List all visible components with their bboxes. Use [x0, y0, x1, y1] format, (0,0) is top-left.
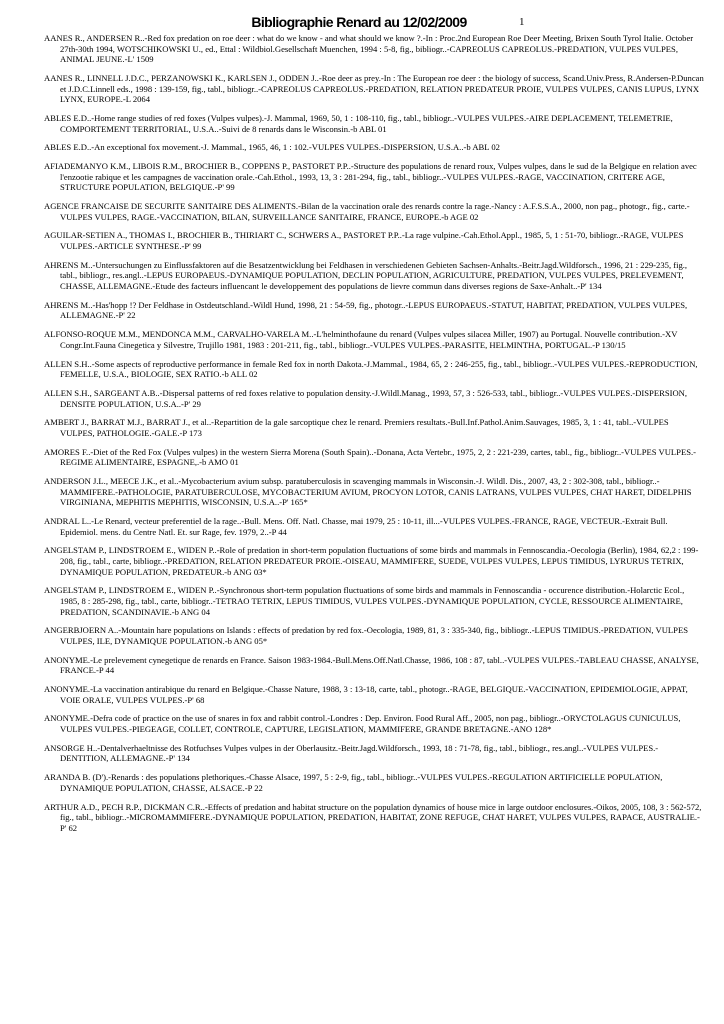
bibliography-entry: ANONYME.-Defra code of practice on the use of snares in fox and rabbit control.-Londres : Dep. Environ. Food Rural Aff., 2005, non pag., bibliogr..-ORYCTOLAGUS CUNICULUS, VULPES VULPES.-PIEGEAGE, COLLET, CONTROLE, CAPTURE, LEGISLATION, MAMMIFERE, GRANDE BRETAGNE.-ANO 128*: [44, 713, 681, 735]
bibliography-entry: ANDERSON J.L., MEECE J.K., et al..-Mycobacterium avium subsp. paratuberculosis in scavenging mammals in Wisconsin.-J. Wildl. Dis., 2007, 43, 2 : 302-308, tabl., bibliogr..-MAMMIFERE.-PATHOLOGIE, PARATUBERCULOSE, MYCOBACTERIUM AVIUM, PROCYON LOTOR, CANIS LATRANS, VULPES VULPES, CHAT HARET, DIDELPHIS VIRGINIANA, MEPHITIS MEPHITIS, WISCONSIN, U.S.A..-P' 165*: [44, 476, 692, 508]
bibliography-entry: AANES R., ANDERSEN R..-Red fox predation on roe deer : what do we know - and what should we know ?.-In : Proc.2nd European Roe Deer Meeting, Brixen South Tyrol Italie. October 27th-30th 1994, WOTSCHIKOWSKI U., ed., Ettal : Wildbiol.Gesellschaft Muenchen, 1994 : 5-8, fig., bibliogr..-CAPREOLUS CAPREOLUS.-PREDATION, VULPES VULPES, ANIMAL JEUNE.-L' 1509: [44, 33, 694, 65]
page-header: [44, 14, 704, 33]
bibliography-entry: ARANDA B. (D').-Renards : des populations plethoriques.-Chasse Alsace, 1997, 5 : 2-9, fig., tabl., bibliogr..-VULPES VULPES.-REGULATION ARTIFICIELLE POPULATION, DYNAMIQUE POPULATION, CHASSE, ALSACE.-P 22: [44, 772, 663, 793]
bibliography-entry: ANSORGE H..-Dentalverhaeltnisse des Rotfuchses Vulpes vulpes in der Oberlausitz.-Beitr.Jagd.Wildforsch., 1993, 18 : 71-78, fig., tabl., bibliogr., res.angl..-VULPES VULPES.-DENTITION, ALLEMAGNE.-P' 134: [44, 742, 659, 764]
bibliography-entry: AGUILAR-SETIEN A., THOMAS I., BROCHIER B., THIRIART C., SCHWERS A., PASTORET P.P..-La rage vulpine.-Cah.Ethol.Appl., 1985, 5, 1 : 51-70, bibliogr..-RAGE, VULPES VULPES.-ARTICLE SYNTHESE.-P' 99: [44, 230, 684, 252]
bibliography-entry: ANGERBJOERN A..-Mountain hare populations on Islands : effects of predation by red fox.-Oecologia, 1989, 81, 3 : 335-340, fig., bibliogr..-LEPUS TIMIDUS.-PREDATION, VULPES VULPES, ILE, DYNAMIQUE POPULATION.-b ANG 05*: [44, 625, 688, 646]
bibliography-entry: ANGELSTAM P., LINDSTROEM E., WIDEN P..-Role of predation in short-term population fluctuations of some birds and mammals in Fennoscandia.-Oecologia (Berlin), 1984, 62,2 : 199-208, fig., tabl., carte, bibliogr..-PREDATION, RELATION PREDATEUR PROIE.-OISEAU, MAMMIFERE, SUEDE, VULPES VULPES, LEPUS TIMIDUS, LYRURUS TETRIX, DYNAMIQUE POPULATION, PREDATEUR.-b ANG 03*: [44, 545, 699, 577]
bibliography-entry: AMBERT J., BARRAT M.J., BARRAT J., et al..-Repartition de la gale sarcoptique chez le renard. Premiers resultats.-Bull.Inf.Pathol.Anim.Sauvages, 1985, 3, 1 : 41, tabl..-VULPES VULPES, PATHOLOGIE.-GALE.-P 173: [44, 417, 669, 438]
bibliography-list: [44, 33, 704, 833]
bibliography-entry: ALLEN S.H..-Some aspects of reproductive performance in female Red fox in north Dakota.-J.Mammal., 1984, 65, 2 : 246-255, fig., tabl., bibliogr..-VULPES VULPES.-REPRODUCTION, FEMELLE, U.S.A., BIOLOGIE, SEX RATIO.-b ALL 02: [44, 358, 698, 380]
bibliography-entry: ANONYME.-La vaccination antirabique du renard en Belgique.-Chasse Nature, 1988, 3 : 13-18, carte, tabl., photogr..-RAGE, BELGIQUE.-VACCINATION, EPIDEMIOLOGIE, APPAT, VOIE ORALE, VULPES VULPES.-P' 68: [44, 684, 688, 705]
bibliography-entry: ALLEN S.H., SARGEANT A.B..-Dispersal patterns of red foxes relative to population density.-J.Wildl.Manag., 1993, 57, 3 : 526-533, tabl., bibliogr..-VULPES VULPES.-DISPERSION, DENSITE POPULATION, U.S.A..-P' 29: [44, 387, 688, 409]
bibliography-entry: ABLES E.D..-Home range studies of red foxes (Vulpes vulpes).-J. Mammal, 1969, 50, 1 : 108-110, fig., tabl., bibliogr..-VULPES VULPES.-AIRE DEPLACEMENT, TELEMETRIE, COMPORTEMENT TERRITORIAL, U.S.A..-Suivi de 8 renards dans le Wisconsin.-b ABL 01: [44, 112, 673, 134]
bibliography-entry: ANONYME.-Le prelevement cynegetique de renards en France. Saison 1983-1984.-Bull.Mens.Off.Natl.Chasse, 1986, 108 : 87, tabl..-VULPES VULPES.-TABLEAU CHASSE, ANALYSE, FRANCE.-P 44: [44, 654, 699, 676]
bibliography-entry: AHRENS M..-Untersuchungen zu Einflussfaktoren auf die Besatzentwicklung bei Feldhasen in verschiedenen Gebieten Sachsen-Anhalts.-Beitr.Jagd.Wildforsch., 1996, 21 : 229-235, fig., tabl., bibliogr., res.angl..-LEPUS EUROPAEUS.-DYNAMIQUE POPULATION, DECLIN POPULATION, AGRICULTURE, PREDATION, VULPES VULPES, PRELEVEMENT, CHASSE, ALLEMAGNE.-Etude des facteurs influencant le developpement des populations de lievre commun dans diverses regions de Saxe-Anhalt..-P' 134: [44, 259, 688, 291]
bibliography-entry: AHRENS M..-Has'hopp !? Der Feldhase in Ostdeutschland.-Wildl Hund, 1998, 21 : 54-59, fig., photogr..-LEPUS EUROPAEUS.-STATUT, HABITAT, PREDATION, VULPES VULPES, ALLEMAGNE.-P' 22: [44, 299, 688, 321]
bibliography-entry: AANES R., LINNELL J.D.C., PERZANOWSKI K., KARLSEN J., ODDEN J..-Roe deer as prey.-In : The European roe deer : the biology of success, Scand.Univ.Press, R.Andersen-P.Duncan et J.D.C.Linnell eds., 1998 : 139-159, fig., tabl., bibliogr..-CAPREOLUS CAPREOLUS.-PREDATION, RELATION PREDATEUR PROIE, VULPES VULPES, CANIS LUPUS, LYNX LYNX, EUROPE.-L 2064: [44, 72, 704, 105]
page-number: 1: [519, 16, 525, 28]
bibliography-entry: ANDRAL L..-Le Renard, vecteur preferentiel de la rage..-Bull. Mens. Off. Natl. Chasse, mai 1979, 25 : 10-11, ill...-VULPES VULPES.-FRANCE, RAGE, VECTEUR.-Extrait Bull. Epidemiol. mens. du Centre Natl. Et. sur Rage, fev. 1979, 2..-P 44: [44, 516, 668, 537]
bibliography-entry: AMORES F..-Diet of the Red Fox (Vulpes vulpes) in the western Sierra Morena (South Spain)..-Donana, Acta Vertebr., 1975, 2, 2 : 221-239, cartes, tabl., fig., bibliogr..-VULPES VULPES.-REGIME ALIMENTAIRE, ESPAGNE,.-b AMO 01: [44, 446, 696, 468]
bibliography-entry: ALFONSO-ROQUE M.M., MENDONCA M.M., CARVALHO-VARELA M..-L'helminthofaune du renard (Vulpes vulpes silacea Miller, 1907) au Portugal. Nouvelle contribution.-XV Congr.Int.Fauna Cinegetica y Silvestre, Trujillo 1981, 1983 : 201-211, fig., tabl., bibliogr..-VULPES VULPES.-PARASITE, HELMINTHA, PORTUGAL.-P 130/15: [44, 329, 678, 350]
document-title: Bibliographie Renard au 12/02/2009: [251, 14, 467, 30]
bibliography-entry: ABLES E.D..-An exceptional fox movement.-J. Mammal., 1965, 46, 1 : 102.-VULPES VULPES.-DISPERSION, U.S.A..-b ABL 02: [44, 142, 500, 153]
bibliography-entry: ARTHUR A.D., PECH R.P., DICKMAN C.R..-Effects of predation and habitat structure on the population dynamics of house mice in large outdoor enclosures.-Oikos, 2005, 108, 3 : 562-572, fig., tabl., bibliogr..-MICROMAMMIFERE.-DYNAMIQUE POPULATION, PREDATION, HABITAT, ZONE REFUGE, CHAT HARET, VULPES VULPES, RAPACE, AUSTRALIE.-P' 62: [44, 801, 702, 833]
bibliography-entry: ANGELSTAM P., LINDSTROEM E., WIDEN P..-Synchronous short-term population fluctuations of some birds and mammals in Fennoscandia - occurence distribution.-Holarctic Ecol., 1985, 8 : 285-298, fig., tabl., carte, bibliogr..-TETRAO TETRIX, LEPUS TIMIDUS, VULPES VULPES.-DYNAMIQUE POPULATION, CYCLE, RESSOURCE ALIMENTAIRE, PREDATION, SCANDINAVIE.-b ANG 04: [44, 585, 685, 617]
bibliography-entry: AGENCE FRANCAISE DE SECURITE SANITAIRE DES ALIMENTS.-Bilan de la vaccination orale des renards contre la rage.-Nancy : A.F.S.S.A., 2000, non pag., photogr., fig., carte.-VULPES VULPES, RAGE.-VACCINATION, BILAN, SURVEILLANCE SANITAIRE, FRANCE, EUROPE.-b AGE 02: [44, 201, 690, 222]
bibliography-entry: AFIADEMANYO K.M., LIBOIS R.M., BROCHIER B., COPPENS P., PASTORET P.P..-Structure des populations de renard roux, Vulpes vulpes, dans le sud de la Belgique en relation avec l'enzootie rabique et les campagnes de vaccination orale.-Cah.Ethol., 1993, 13, 3 : 281-294, fig., tabl., bibliogr..-VULPES VULPES.-RAGE, VACCINATION, CRITERE AGE, STRUCTURE POPULATION, BELGIQUE.-P' 99: [44, 161, 697, 193]
